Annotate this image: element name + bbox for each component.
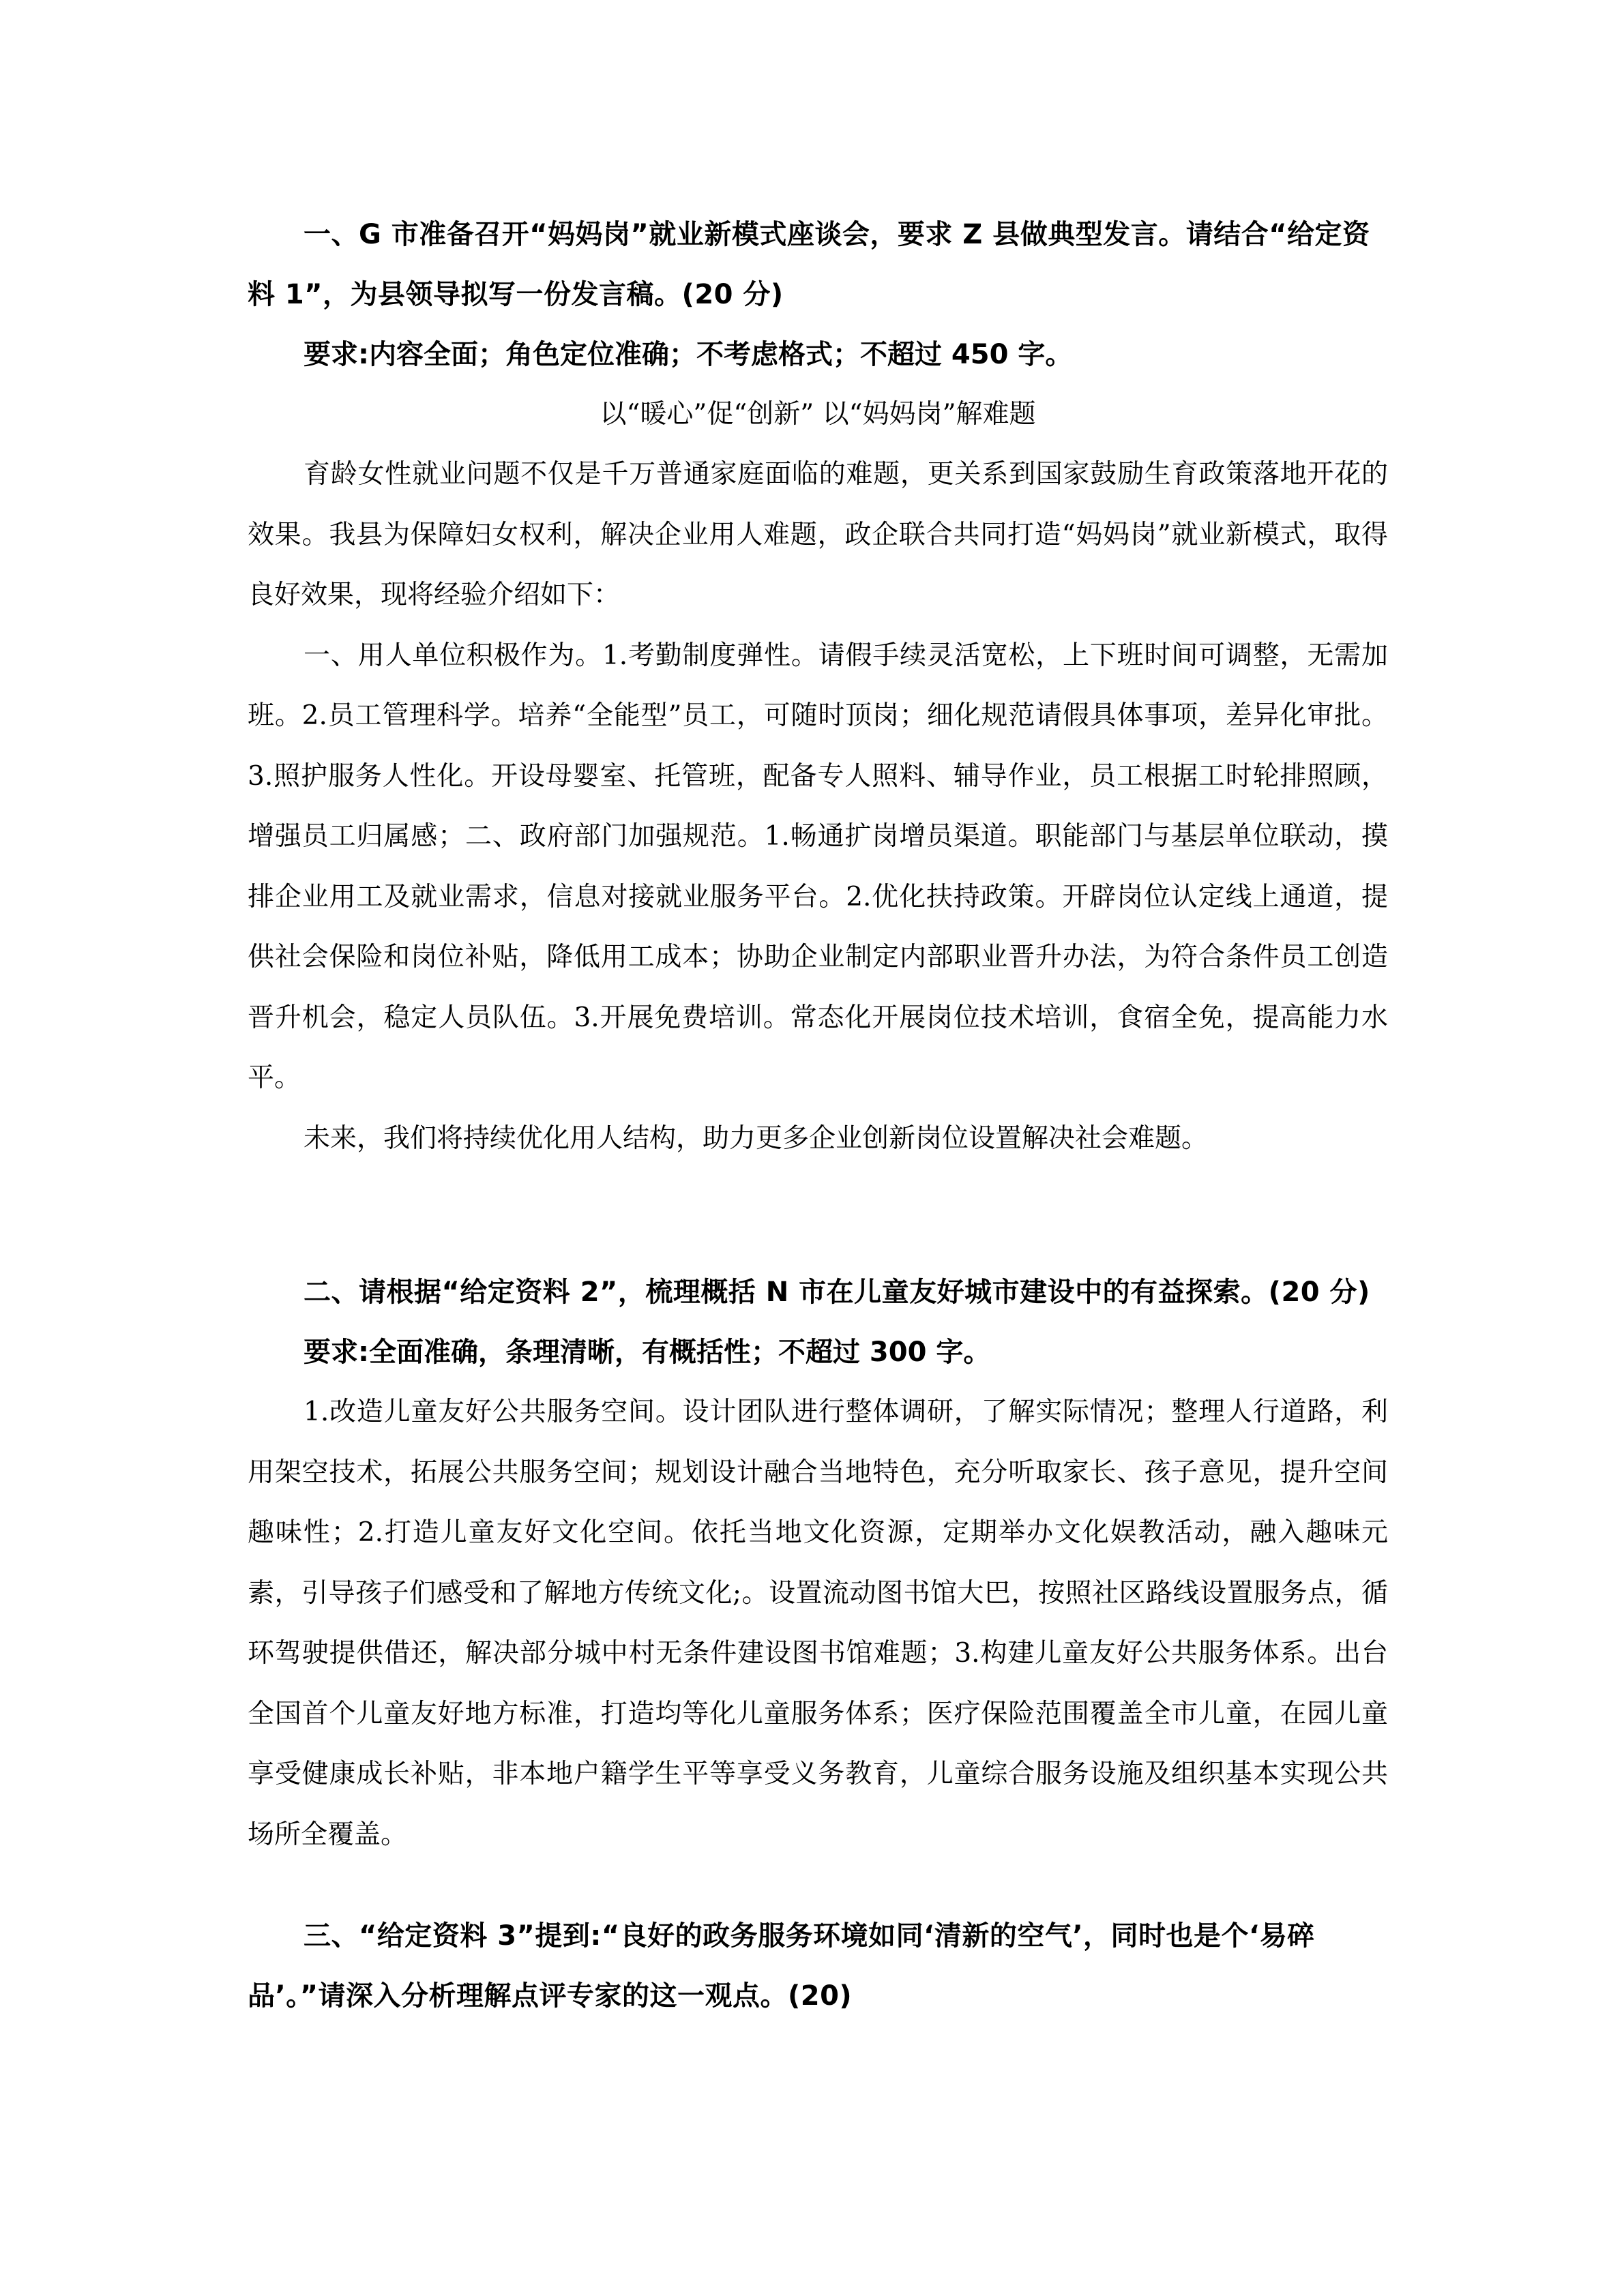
- question-3-heading: 三、“给定资料 3”提到:“良好的政务服务环境如同‘清新的空气’，同时也是个‘易碎品’。”请深入分析理解点评专家的这一观点。(20): [248, 1920, 1315, 2012]
- section-spacer: [248, 1169, 1388, 1262]
- answer-1-paragraph: 未来，我们将持续优化用人结构，助力更多企业创新岗位设置解决社会难题。: [304, 1122, 1209, 1154]
- answer-2-paragraph: 1.改造儿童友好公共服务空间。设计团队进行整体调研，了解实际情况；整理人行道路，利用架空技术，拓展公共服务空间；规划设计融合当地特色，充分听取家长、孩子意见，提升空间趣味性；2.打造儿童友好文化空间。依托当地文化资源，定期举办文化娱教活动，融入趣味元素，引导孩子们感受和了解地方传统文化;。设置流动图书馆大巴，按照社区路线设置服务点，循环驾驶提供借还，解决部分城中村无条件建设图书馆难题；3.构建儿童友好公共服务体系。出台全国首个儿童友好地方标准，打造均等化儿童服务体系；医疗保险范围覆盖全市儿童，在园儿童享受健康成长补贴，非本地户籍学生平等享受义务教育，儿童综合服务设施及组织基本实现公共场所全覆盖。: [248, 1397, 1388, 1850]
- answer-1-title: 以“暖心”促“创新” 以“妈妈岗”解难题: [600, 399, 1036, 430]
- question-1-requirement: 要求:内容全面；角色定位准确；不考虑格式；不超过 450 字。: [304, 339, 1073, 370]
- document-page: [248, 205, 1388, 2026]
- question-3: [248, 1906, 1388, 2026]
- question-1: [248, 205, 1388, 1169]
- question-1-heading: 一、G 市准备召开“妈妈岗”就业新模式座谈会，要求 Z 县做典型发言。请结合“给定资料 1”，为县领导拟写一份发言稿。(20 分): [248, 219, 1370, 310]
- question-2: [248, 1262, 1388, 1865]
- answer-1-paragraph: 一、用人单位积极作为。1.考勤制度弹性。请假手续灵活宽松，上下班时间可调整，无需加班。2.员工管理科学。培养“全能型”员工，可随时顶岗；细化规范请假具体事项，差异化审批。3.照护服务人性化。开设母婴室、托管班，配备专人照料、辅导作业，员工根据工时轮排照顾，增强员工归属感；二、政府部门加强规范。1.畅通扩岗增员渠道。职能部门与基层单位联动，摸排企业用工及就业需求，信息对接就业服务平台。2.优化扶持政策。开辟岗位认定线上通道，提供社会保险和岗位补贴，降低用工成本；协助企业制定内部职业晋升办法，为符合条件员工创造晋升机会，稳定人员队伍。3.开展免费培训。常态化开展岗位技术培训，食宿全免，提高能力水平。: [248, 640, 1388, 1093]
- question-2-requirement: 要求:全面准确，条理清晰，有概括性；不超过 300 字。: [304, 1337, 991, 1368]
- question-2-heading: 二、请根据“给定资料 2”，梳理概括 N 市在儿童友好城市建设中的有益探索。(20 分): [304, 1277, 1370, 1308]
- section-spacer: [248, 1865, 1388, 1906]
- answer-1-paragraph: 育龄女性就业问题不仅是千万普通家庭面临的难题，更关系到国家鼓励生育政策落地开花的效果。我县为保障妇女权利，解决企业用人难题，政企联合共同打造“妈妈岗”就业新模式，取得良好效果，现将经验介绍如下：: [248, 459, 1388, 610]
